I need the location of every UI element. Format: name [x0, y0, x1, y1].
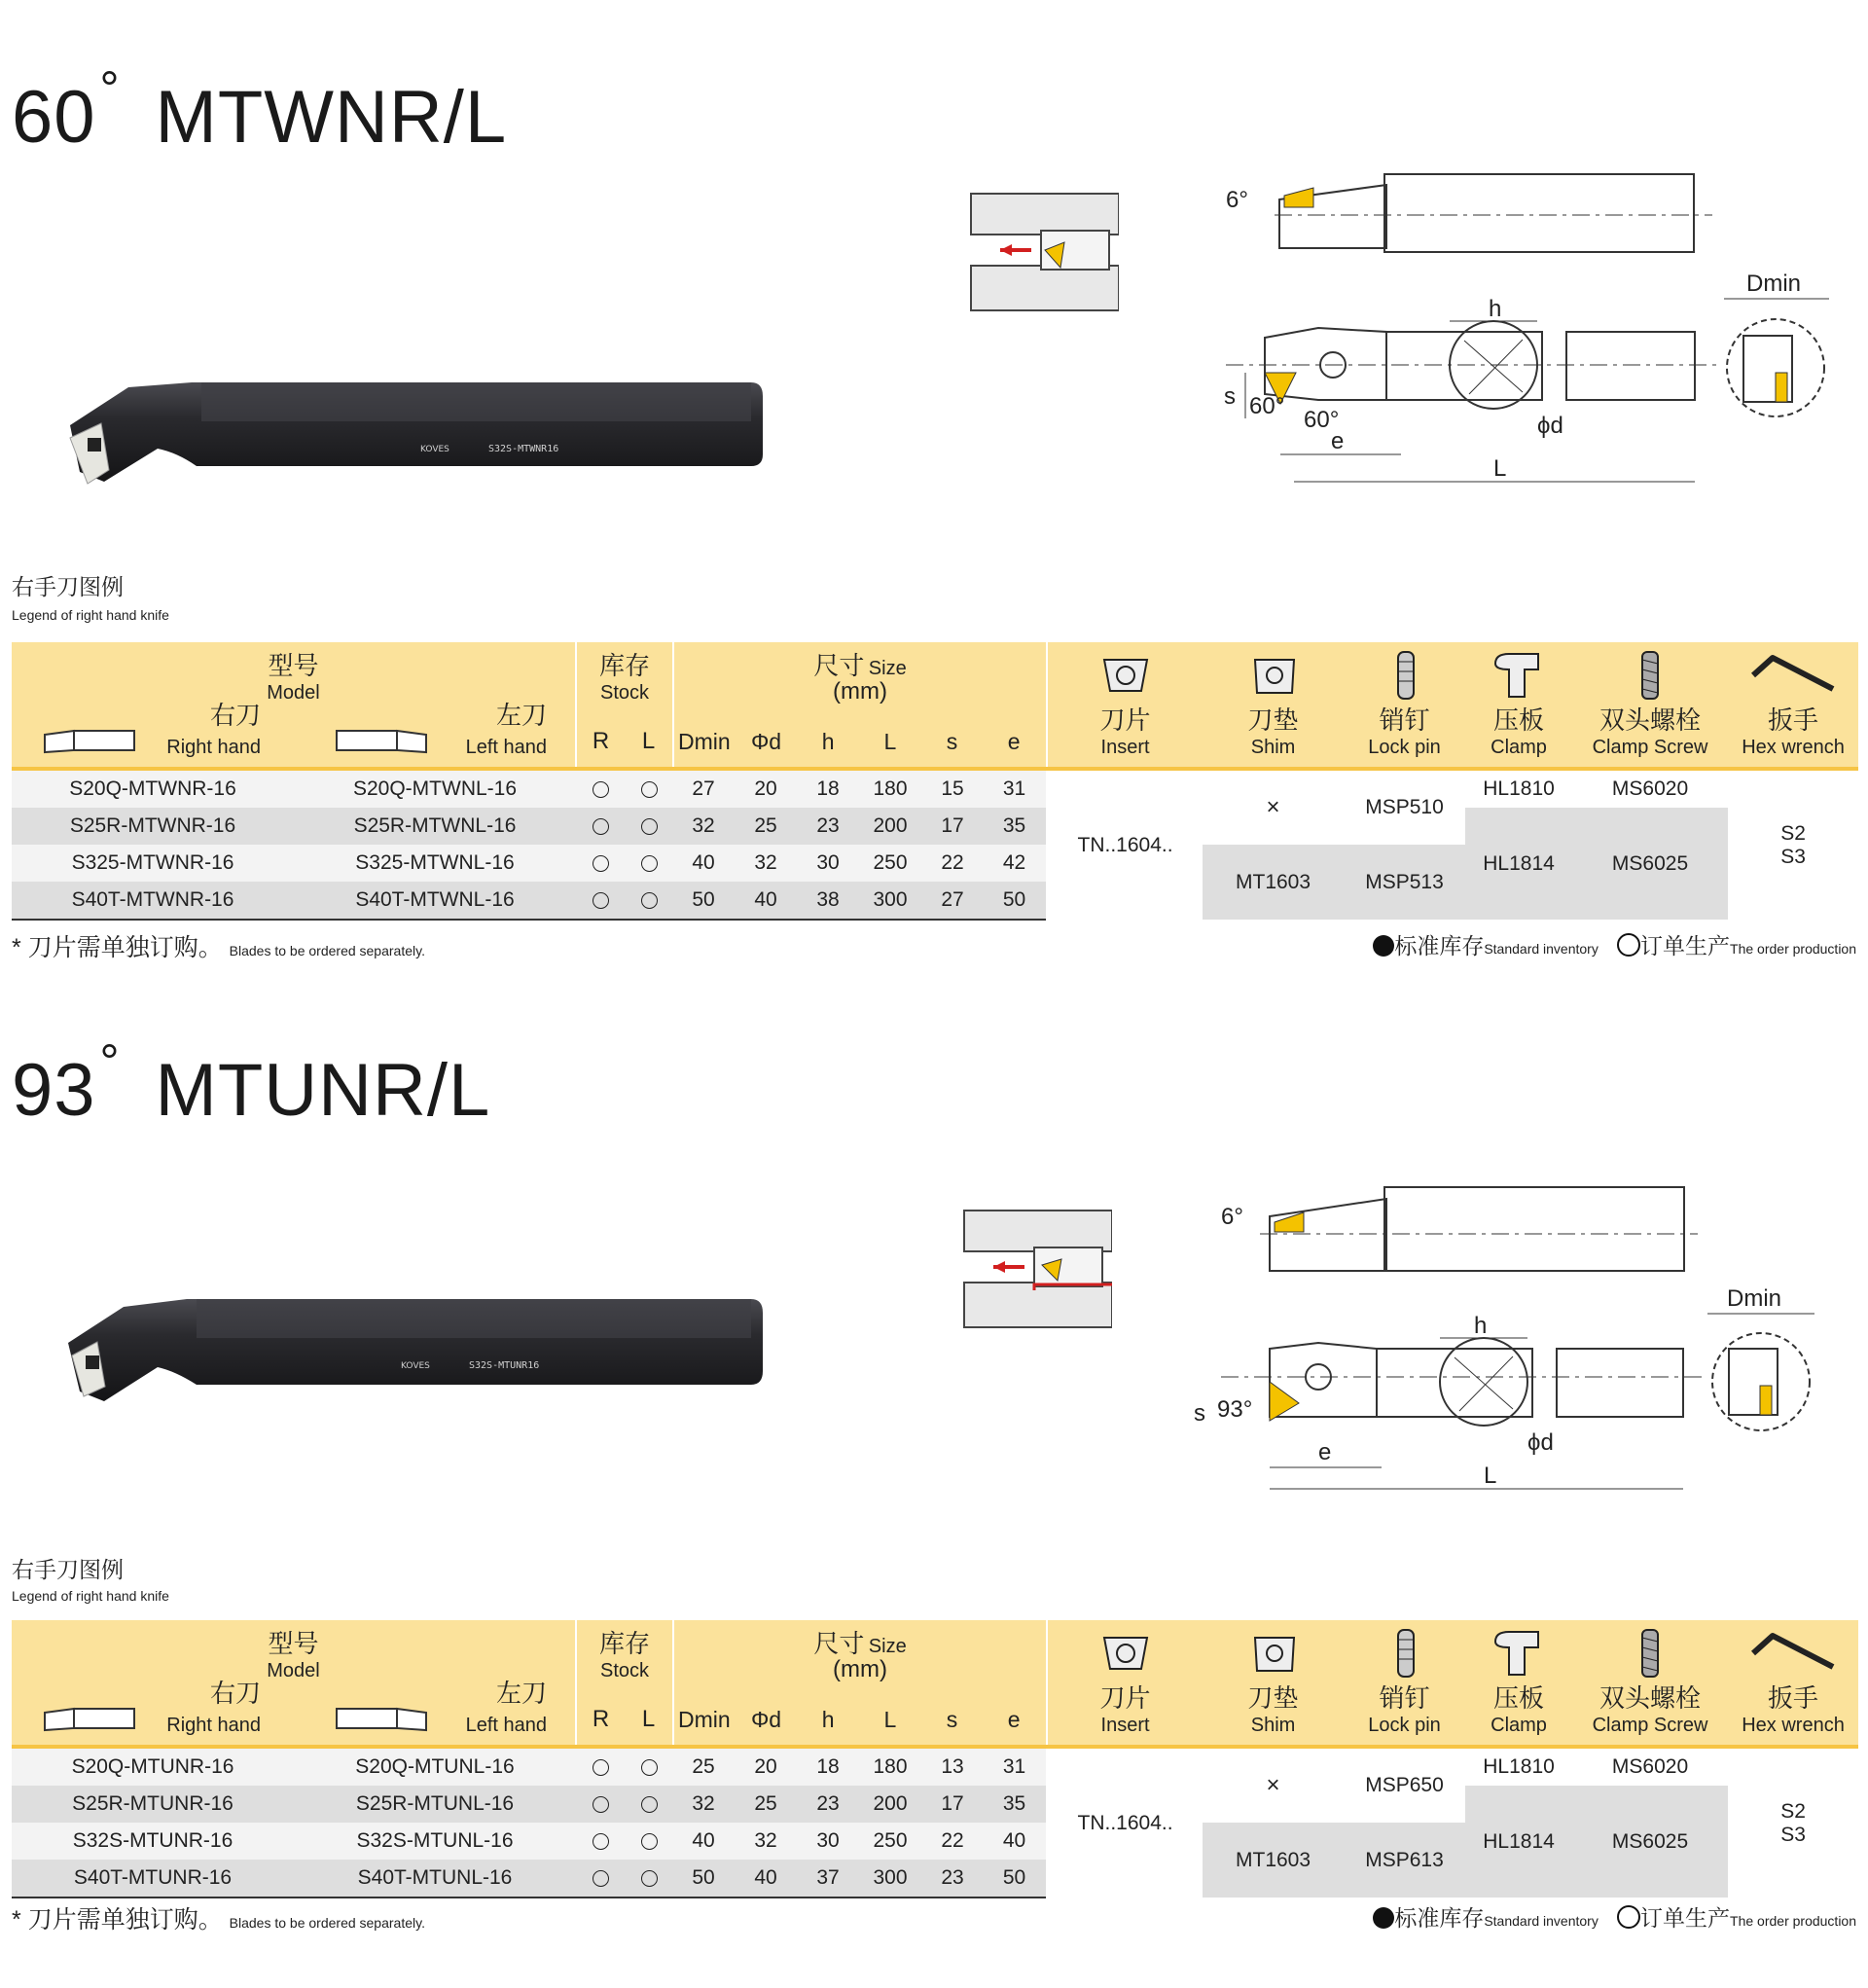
col-s: s [946, 729, 958, 754]
right-hand-en: Right hand [166, 1715, 261, 1736]
cell-screw-b: MS6025 [1572, 808, 1728, 920]
note-en: Blades to be ordered separately. [229, 943, 425, 958]
right-hand-cn: 右刀 [209, 701, 261, 730]
dim-dmin-label: Dmin [1727, 1285, 1782, 1312]
left-hand-cn: 左刀 [495, 701, 547, 730]
dim-dmin-label: Dmin [1746, 271, 1802, 297]
cell-phid: 20 [734, 1747, 798, 1786]
lockpin-header-en: Lock pin [1368, 737, 1441, 758]
wrench-header [1728, 642, 1858, 769]
section-title [12, 1033, 490, 1133]
angle-main-label: 60° [1249, 393, 1285, 419]
spec-table [12, 1620, 1858, 1898]
standard-inventory-dot-icon [1373, 935, 1394, 957]
cell-h: 38 [798, 882, 858, 920]
stock-R-header: R [592, 1706, 610, 1732]
cell-h: 18 [798, 1747, 858, 1786]
size-header-en: Size [868, 658, 907, 679]
col-L: L [883, 1707, 897, 1732]
model-left: S20Q-MTWNL-16 [294, 769, 576, 808]
std-cn: 标准库存 [1394, 933, 1485, 958]
order-cn: 订单生产 [1640, 933, 1731, 958]
left-hand-en: Left hand [465, 1715, 547, 1736]
size-header [673, 1620, 1047, 1747]
title-angle: 60 [12, 76, 96, 159]
right-hand-icon [41, 725, 138, 756]
cell-lockpin-a: MSP650 [1344, 1747, 1465, 1823]
dim-s-label: s [1194, 1400, 1205, 1427]
cell-L: 250 [858, 845, 922, 882]
cell-clamp-b: HL1814 [1465, 808, 1572, 920]
cell-h: 37 [798, 1860, 858, 1898]
title-model: MTUNR/L [155, 1049, 491, 1132]
stock-R-circle [593, 818, 609, 835]
std-en: Standard inventory [1484, 941, 1599, 957]
model-header-cn: 型号 [268, 1629, 319, 1658]
angle-top-label: 6° [1221, 1204, 1243, 1230]
cell-L: 200 [858, 808, 922, 845]
cell-h: 23 [798, 1786, 858, 1823]
insert-header-cn: 刀片 [1099, 705, 1151, 735]
model-right: S32S-MTUNR-16 [12, 1823, 294, 1860]
stock-header-cn: 库存 [598, 1629, 650, 1658]
cell-dmin: 25 [673, 1747, 734, 1786]
cell-e: 35 [983, 1786, 1047, 1823]
model-right: S40T-MTUNR-16 [12, 1860, 294, 1898]
brand-text: KOVES [420, 445, 449, 454]
stock-L-circle [641, 855, 658, 872]
cell-shim-none: × [1203, 769, 1344, 845]
legend-title-en: Legend of right hand knife [12, 607, 169, 623]
wrench-header-cn: 扳手 [1768, 1683, 1819, 1713]
cell-lockpin-b: MSP513 [1344, 845, 1465, 920]
insert-header-en: Insert [1100, 737, 1150, 758]
model-right: S40T-MTWNR-16 [12, 882, 294, 920]
order-production-circle-icon [1617, 1905, 1640, 1929]
table-row [12, 808, 1858, 845]
stock-R-circle [593, 1759, 609, 1776]
stock-R-circle [593, 892, 609, 909]
model-left: S40T-MTWNL-16 [294, 882, 576, 920]
cell-e: 35 [983, 808, 1047, 845]
table-row [12, 1786, 1858, 1823]
screw-header-cn: 双头螺栓 [1599, 705, 1702, 735]
table-row [12, 1747, 1858, 1786]
spec-table [12, 642, 1858, 921]
cell-s: 15 [922, 769, 983, 808]
cell-e: 40 [983, 1823, 1047, 1860]
cell-insert: TN..1604.. [1047, 769, 1203, 920]
cell-wrench-a: S2 [1780, 1799, 1806, 1823]
wrench-header-cn: 扳手 [1768, 705, 1819, 735]
shim-header [1203, 642, 1344, 769]
lockpin-header [1344, 1620, 1465, 1747]
screw-header [1572, 642, 1728, 769]
cell-clamp-a: HL1810 [1465, 769, 1572, 808]
right-hand-icon [41, 1703, 138, 1734]
std-cn: 标准库存 [1394, 1905, 1485, 1931]
col-dmin: Dmin [678, 729, 731, 754]
model-header [12, 642, 576, 769]
wrench-header [1728, 1620, 1858, 1747]
stock-L-header: L [641, 1706, 656, 1732]
product-photo [12, 161, 806, 574]
left-hand-icon [333, 725, 430, 756]
bar-engraving: S32S-MTUNR16 [469, 1360, 540, 1371]
angle-top-label: 6° [1226, 187, 1248, 213]
stock-header [576, 642, 673, 769]
brand-text: KOVES [401, 1361, 430, 1371]
lockpin-header-en: Lock pin [1368, 1715, 1441, 1736]
insert-header [1047, 1620, 1203, 1747]
cell-screw-b: MS6025 [1572, 1786, 1728, 1898]
cell-dmin: 27 [673, 769, 734, 808]
cell-insert: TN..1604.. [1047, 1747, 1203, 1898]
shim-header-cn: 刀垫 [1247, 1683, 1299, 1713]
cell-h: 18 [798, 769, 858, 808]
technical-drawing [1182, 1177, 1853, 1513]
stock-header-en: Stock [599, 1660, 650, 1681]
cell-dmin: 40 [673, 1823, 734, 1860]
cell-h: 23 [798, 808, 858, 845]
model-left: S25R-MTWNL-16 [294, 808, 576, 845]
size-unit: (mm) [833, 678, 887, 705]
table-row [12, 769, 1858, 808]
hex-wrench-icon [1749, 650, 1837, 699]
title-degree: ° [99, 61, 121, 116]
stock-L-circle [641, 1870, 658, 1887]
clamp-header [1465, 642, 1572, 769]
clamp-icon [1490, 1626, 1548, 1681]
right-hand-en: Right hand [166, 737, 261, 758]
clamp-header-cn: 压板 [1493, 705, 1545, 735]
lockpin-header [1344, 642, 1465, 769]
wrench-header-en: Hex wrench [1742, 737, 1845, 758]
lockpin-header-cn: 销钉 [1379, 705, 1430, 735]
insert-header-cn: 刀片 [1099, 1683, 1151, 1713]
cell-screw-a: MS6020 [1572, 1747, 1728, 1786]
dim-L-label: L [1493, 455, 1507, 482]
cell-phid: 40 [734, 1860, 798, 1898]
model-right: S25R-MTUNR-16 [12, 1786, 294, 1823]
angle-sub-label: 60° [1304, 407, 1340, 433]
col-e: e [1007, 729, 1021, 754]
tool-bar-image [12, 161, 806, 574]
note-cn: 刀片需单独订购。 [27, 1906, 223, 1934]
cell-phid: 20 [734, 769, 798, 808]
cell-shim: MT1603 [1203, 1823, 1344, 1898]
dim-phid-label: ϕd [1537, 413, 1563, 439]
cell-s: 17 [922, 1786, 983, 1823]
left-hand-header [333, 1703, 430, 1739]
screw-header [1572, 1620, 1728, 1747]
model-header-en: Model [267, 682, 320, 704]
cell-phid: 25 [734, 1786, 798, 1823]
product-photo [12, 1134, 806, 1547]
model-header-en: Model [267, 1660, 320, 1681]
model-right: S25R-MTWNR-16 [12, 808, 294, 845]
cell-e: 50 [983, 1860, 1047, 1898]
cell-L: 300 [858, 882, 922, 920]
insert-icon [1096, 652, 1155, 701]
legend-title-cn: 右手刀图例 [12, 1557, 124, 1582]
cell-dmin: 32 [673, 1786, 734, 1823]
dim-phid-label: ϕd [1527, 1429, 1554, 1456]
dim-s-label: s [1224, 383, 1236, 410]
clamp-header-en: Clamp [1491, 1715, 1547, 1736]
title-angle: 93 [12, 1049, 96, 1132]
col-h: h [821, 1707, 835, 1732]
dim-h-label: h [1489, 296, 1502, 322]
cell-dmin: 40 [673, 845, 734, 882]
cell-wrench-a: S2 [1780, 821, 1806, 845]
stock-header-en: Stock [599, 682, 650, 704]
cell-dmin: 50 [673, 882, 734, 920]
col-dmin: Dmin [678, 1707, 731, 1732]
cell-L: 180 [858, 769, 922, 808]
cell-lockpin-b: MSP613 [1344, 1823, 1465, 1898]
stock-R-circle [593, 781, 609, 798]
screw-header-en: Clamp Screw [1592, 1715, 1708, 1736]
stock-header [576, 1620, 673, 1747]
model-right: S20Q-MTUNR-16 [12, 1747, 294, 1786]
technical-drawing [1187, 161, 1858, 496]
cell-phid: 40 [734, 882, 798, 920]
stock-L-circle [641, 1796, 658, 1813]
shim-icon [1245, 1630, 1304, 1679]
title-model: MTWNR/L [155, 76, 508, 159]
cell-s: 17 [922, 808, 983, 845]
left-hand-icon [333, 1703, 430, 1734]
model-left: S20Q-MTUNL-16 [294, 1747, 576, 1786]
model-right: S20Q-MTWNR-16 [12, 769, 294, 808]
cell-clamp-b: HL1814 [1465, 1786, 1572, 1898]
left-hand-cn: 左刀 [495, 1679, 547, 1708]
section-mtwnr [0, 0, 1868, 973]
stock-L-circle [641, 1759, 658, 1776]
col-h: h [821, 729, 835, 754]
order-cn: 订单生产 [1640, 1905, 1731, 1931]
cell-L: 200 [858, 1786, 922, 1823]
model-left: S32S-MTUNL-16 [294, 1823, 576, 1860]
bore-illustration [963, 190, 1119, 321]
cell-s: 13 [922, 1747, 983, 1786]
stock-R-circle [593, 855, 609, 872]
cell-clamp-a: HL1810 [1465, 1747, 1572, 1786]
stock-legend [1373, 1900, 1856, 1933]
cell-wrench-b: S3 [1780, 845, 1806, 868]
note-cn: 刀片需单独订购。 [27, 934, 223, 961]
std-en: Standard inventory [1484, 1913, 1599, 1929]
col-phid: Φd [750, 729, 782, 754]
col-phid: Φd [750, 1707, 782, 1732]
order-note [12, 928, 425, 963]
note-star: * [12, 934, 21, 961]
right-hand-header [41, 1703, 138, 1739]
cell-e: 50 [983, 882, 1047, 920]
stock-L-circle [641, 781, 658, 798]
shim-header-en: Shim [1250, 1715, 1296, 1736]
stock-R-header: R [592, 728, 610, 754]
stock-R-circle [593, 1796, 609, 1813]
order-production-circle-icon [1617, 933, 1640, 957]
screw-icon [1631, 648, 1670, 703]
cell-phid: 32 [734, 1823, 798, 1860]
clamp-header [1465, 1620, 1572, 1747]
model-left: S25R-MTUNL-16 [294, 1786, 576, 1823]
bore-illustration [956, 1207, 1112, 1338]
angle-main-label: 93° [1217, 1396, 1253, 1423]
clamp-header-cn: 压板 [1493, 1683, 1545, 1713]
cell-s: 22 [922, 1823, 983, 1860]
size-header-cn: 尺寸 [813, 1629, 865, 1658]
note-en: Blades to be ordered separately. [229, 1915, 425, 1931]
order-en: The order production [1730, 1913, 1856, 1929]
section-title [12, 60, 507, 160]
legend-title-cn: 右手刀图例 [12, 574, 124, 599]
cell-phid: 25 [734, 808, 798, 845]
dim-e-label: e [1318, 1439, 1332, 1465]
stock-header-cn: 库存 [598, 651, 650, 680]
stock-L-circle [641, 1833, 658, 1850]
stock-R-circle [593, 1833, 609, 1850]
stock-L-circle [641, 818, 658, 835]
left-hand-en: Left hand [465, 737, 547, 758]
model-left: S325-MTWNL-16 [294, 845, 576, 882]
size-header-cn: 尺寸 [813, 651, 865, 680]
model-header [12, 1620, 576, 1747]
screw-header-en: Clamp Screw [1592, 737, 1708, 758]
cell-L: 250 [858, 1823, 922, 1860]
section-mtunr [0, 973, 1868, 1988]
cell-e: 42 [983, 845, 1047, 882]
col-s: s [946, 1707, 958, 1732]
cell-wrench-b: S3 [1780, 1823, 1806, 1846]
insert-header-en: Insert [1100, 1715, 1150, 1736]
cell-shim: MT1603 [1203, 845, 1344, 920]
cell-e: 31 [983, 1747, 1047, 1786]
screw-header-cn: 双头螺栓 [1599, 1683, 1702, 1713]
legend-title-en: Legend of right hand knife [12, 1588, 169, 1604]
stock-legend [1373, 928, 1856, 960]
stock-L-circle [641, 892, 658, 909]
cell-h: 30 [798, 1823, 858, 1860]
shim-icon [1245, 652, 1304, 701]
cell-L: 180 [858, 1747, 922, 1786]
model-left: S40T-MTUNL-16 [294, 1860, 576, 1898]
stock-L-header: L [641, 728, 656, 754]
col-e: e [1007, 1707, 1021, 1732]
cell-dmin: 50 [673, 1860, 734, 1898]
clamp-icon [1490, 648, 1548, 703]
order-en: The order production [1730, 941, 1856, 957]
standard-inventory-dot-icon [1373, 1907, 1394, 1929]
bar-engraving: S32S-MTWNR16 [488, 444, 559, 454]
note-star: * [12, 1906, 21, 1934]
cell-L: 300 [858, 1860, 922, 1898]
wrench-header-en: Hex wrench [1742, 1715, 1845, 1736]
col-L: L [883, 729, 897, 754]
dim-L-label: L [1484, 1463, 1497, 1489]
size-unit: (mm) [833, 1656, 887, 1682]
cell-s: 27 [922, 882, 983, 920]
cell-shim-none: × [1203, 1747, 1344, 1823]
cell-dmin: 32 [673, 808, 734, 845]
shim-header [1203, 1620, 1344, 1747]
lockpin-header-cn: 销钉 [1379, 1683, 1430, 1713]
size-header [673, 642, 1047, 769]
title-degree: ° [99, 1034, 121, 1089]
cell-lockpin-a: MSP510 [1344, 769, 1465, 845]
right-hand-cn: 右刀 [209, 1679, 261, 1708]
screw-icon [1631, 1626, 1670, 1681]
stock-R-circle [593, 1870, 609, 1887]
left-hand-header [333, 725, 430, 761]
model-header-cn: 型号 [268, 651, 319, 680]
lockpin-icon [1386, 648, 1425, 703]
cell-e: 31 [983, 769, 1047, 808]
insert-icon [1096, 1630, 1155, 1679]
hex-wrench-icon [1749, 1628, 1837, 1677]
cell-screw-a: MS6020 [1572, 769, 1728, 808]
tool-bar-image [12, 1134, 806, 1542]
cell-s: 22 [922, 845, 983, 882]
clamp-header-en: Clamp [1491, 737, 1547, 758]
model-right: S325-MTWNR-16 [12, 845, 294, 882]
dim-h-label: h [1474, 1313, 1488, 1339]
insert-header [1047, 642, 1203, 769]
lockpin-icon [1386, 1626, 1425, 1681]
order-note [12, 1900, 425, 1935]
size-header-en: Size [868, 1636, 907, 1657]
shim-header-en: Shim [1250, 737, 1296, 758]
cell-h: 30 [798, 845, 858, 882]
dim-e-label: e [1331, 428, 1345, 454]
cell-phid: 32 [734, 845, 798, 882]
right-hand-header [41, 725, 138, 761]
cell-s: 23 [922, 1860, 983, 1898]
shim-header-cn: 刀垫 [1247, 705, 1299, 735]
